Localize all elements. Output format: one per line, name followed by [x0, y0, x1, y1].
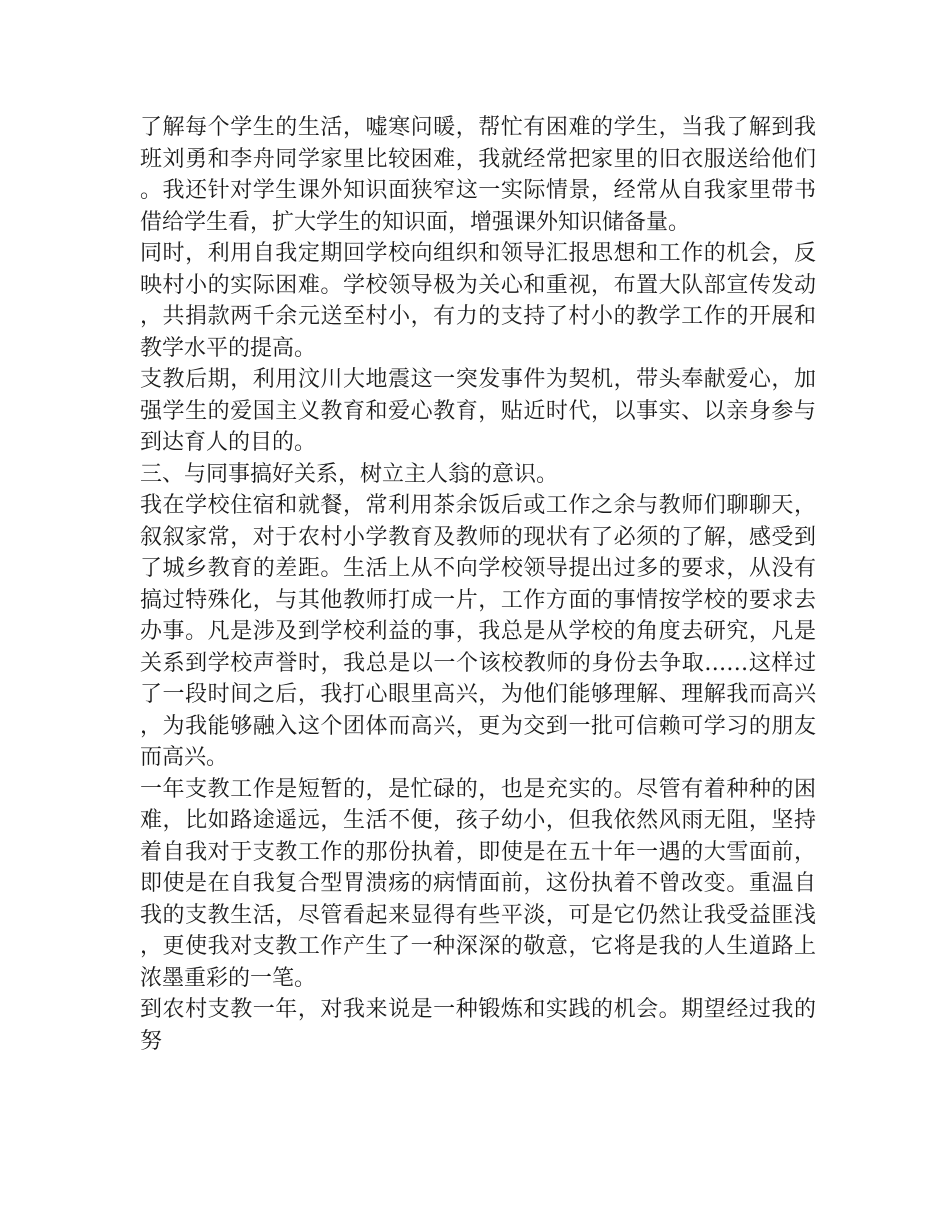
paragraph-year-reflection: 一年支教工作是短暂的，是忙碌的，也是充实的。尽管有着种种的困难，比如路途遥远，生活不便，孩子幼小，但我依然风雨无阻，坚持着自我对于支教工作的那份执着，即使是在五十年一遇的大雪面前，即使是在自我复合型胃溃疡的病情面前，这份执着不曾改变。重温自我的支教生活，尽管看起来显得有些平淡，可是它仍然让我受益匪浅，更使我对支教工作产生了一种深深的敬意，它将是我的人生道路上浓墨重彩的一笔。 [140, 776, 816, 991]
paragraph-closing: 到农村支教一年，对我来说是一种锻炼和实践的机会。期望经过我的努 [140, 997, 816, 1054]
paragraph-earthquake-education: 支教后期，利用汶川大地震这一突发事件为契机，带头奉献爱心，加强学生的爱国主义教育和爱心教育，贴近时代，以事实、以亲身参与到达育人的目的。 [140, 367, 816, 455]
paragraph-care-for-students: 了解每个学生的生活，嘘寒问暖，帮忙有困难的学生，当我了解到我班刘勇和李舟同学家里比较困难，我就经常把家里的旧衣服送给他们。我还针对学生课外知识面狭窄这一实际情景，经常从自我家里带书借给学生看，扩大学生的知识面，增强课外知识储备量。 [140, 115, 816, 235]
document-body [140, 112, 816, 1057]
section-heading-colleagues: 三、与同事搞好关系，树立主人翁的意识。 [140, 461, 559, 487]
paragraph-colleague-relations: 我在学校住宿和就餐，常利用茶余饭后或工作之余与教师们聊聊天，叙叙家常，对于农村小学教育及教师的现状有了必须的了解，感受到了城乡教育的差距。生活上从不向学校领导提出过多的要求，从没有搞过特殊化，与其他教师打成一片，工作方面的事情按学校的要求去办事。凡是涉及到学校利益的事，我总是从学校的角度去研究，凡是关系到学校声誉时，我总是以一个该校教师的身份去争取……这样过了一段时间之后，我打心眼里高兴，为他们能够理解、理解我而高兴，为我能够融入这个团体而高兴，更为交到一批可信赖可学习的朋友而高兴。 [140, 493, 816, 770]
paragraph-report-difficulties: 同时，利用自我定期回学校向组织和领导汇报思想和工作的机会，反映村小的实际困难。学校领导极为关心和重视，布置大队部宣传发动，共捐款两千余元送至村小，有力的支持了村小的教学工作的开展和教学水平的提高。 [140, 241, 816, 361]
